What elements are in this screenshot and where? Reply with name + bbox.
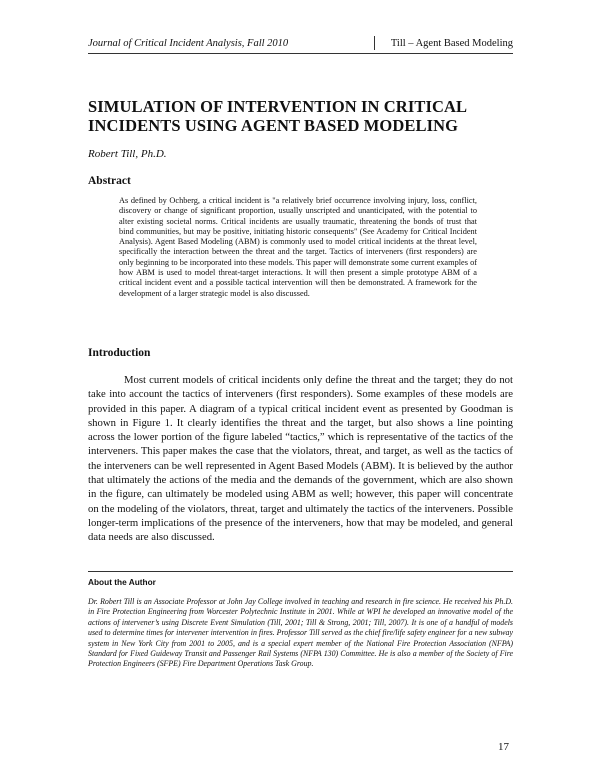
header-rule [88, 53, 513, 54]
abstract-text: As defined by Ochberg, a critical incident is "a relatively brief occurrence involving injury, loss, conflict, discovery or change of significant proportion, usually unscripted and unanticipated, with the potential to alter existing societal norms. Critical incidents are usually traumatic, threatening the bonds of trust that bind communities, but may be positive, initiating historic consequents" (See Academy for Critical Incident Analysis). Agent Based Modeling (ABM) is commonly used to model critical incidents at the threat level, specifically the interaction between the threat and the target. Tactics of interveners (first responders) are only beginning to be incorporated into these models. This paper will demonstrate some current examples of how ABM is used to model threat-target interactions. It will then present a simple prototype ABM of a critical incident event and a possible tactical intervention will then be demonstrated. A framework for the development of a larger strategic model is also discussed. [119, 196, 477, 298]
page-number: 17 [498, 741, 509, 753]
introduction-text: Most current models of critical incidents only define the threat and the target; they do not take into account the tactics of interveners (first responders). Some examples of these models are provided in this paper. A diagram of a typical critical incident event as presented by Goodman is shown in Figure 1. It clearly identifies the threat and the target, but also shows a line pointing across the lower portion of the figure labeled “tactics,” which is representative of the tactics of the interveners. This paper makes the case that the violators, threat, and target, as well as the tactics of the interveners can be well represented in Agent Based Models (ABM). It is believed by the author that ultimately the actions of the media and the demands of the government, which are also shown in the figure, can ultimately be modeled using ABM as well; however, this paper will concentrate on the modeling of the violators, threat, target and ultimately the tactics of the interveners. Possible longer-term implications of the presence of the interveners, how that may be modeled, and general data needs are also discussed. [88, 374, 513, 544]
header-divider [374, 36, 375, 50]
about-author-text: Dr. Robert Till is an Associate Professor at John Jay College involved in teaching and research in fire science. He received his Ph.D. in Fire Protection Engineering from Worcester Polytechnic Institute in 2001. While at WPI he developed an innovative model of the actions of intervener’s using Discrete Event Simulation (Till, 2001; Till & Strong, 2001; Till, 2007). It is one of a handful of models used to determine times for intervener intervention in fires. Professor Till served as the chief fire/life safety engineer for a new subway system in New York City from 2001 to 2005, and is a special expert member of the National Fire Protection Association (NFPA) Standard for Fixed Guideway Transit and Passenger Rail Systems (NFPA 130) Committee. He is also a member of the Society of Fire Protection Engineers (SFPE) Fire Department Operations Task Group. [88, 597, 513, 669]
author-name: Robert Till, Ph.D. [88, 148, 167, 160]
footnote-rule [88, 571, 513, 572]
page-header [88, 38, 513, 56]
introduction-heading: Introduction [88, 347, 151, 359]
paper-title: SIMULATION OF INTERVENTION IN CRITICAL INCIDENTS USING AGENT BASED MODELING [88, 97, 467, 135]
journal-name: Journal of Critical Incident Analysis, Fall 2010 [88, 38, 289, 49]
running-title: Till – Agent Based Modeling [390, 38, 513, 49]
abstract-heading: Abstract [88, 175, 131, 187]
about-author-heading: About the Author [88, 577, 156, 587]
